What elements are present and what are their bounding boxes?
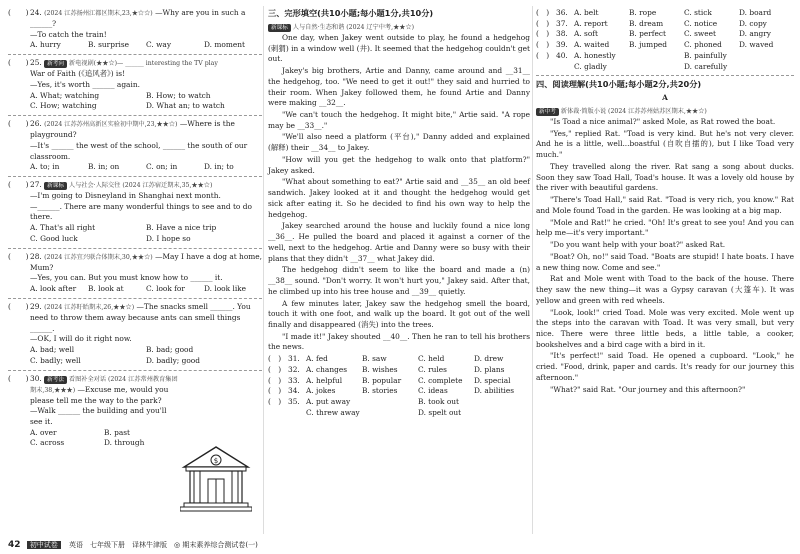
text: 33. bbox=[288, 375, 300, 385]
text: —Yes, it's worth ______ again. bbox=[30, 79, 140, 89]
cloze-options bbox=[268, 354, 530, 418]
text: D. through bbox=[104, 438, 145, 448]
question-24 bbox=[8, 8, 262, 51]
text: A few minutes later, Jakey saw the hedgehog smell the board, touch it with one foot, and walk up the board. It got out of the well finally and disappeared (消失) into the trees. bbox=[268, 298, 530, 329]
text: A. soft bbox=[574, 29, 598, 39]
text: Jakey's big brothers, Artie and Danny, came around and __31__ the hedgehog, too. "We need to get it out!" they said and hurried to their room. When Jakey followed them, he found Artie and Danny were making __32__. bbox=[268, 66, 530, 108]
text: C. look for bbox=[146, 284, 185, 294]
text: B. in; on bbox=[88, 162, 120, 172]
text: B. past bbox=[104, 427, 131, 437]
text: "Look, look!" cried Toad. Mole was very excited. Mole went up the steps into the caravan with Toad. It was very small, but very nice. There were three little beds, a little table, a cooker, bookshelves and a bird cage with a bird in it. bbox=[536, 307, 794, 349]
footer-text: 英语 七年级下册 译林牛津版 ◎ 期末素养综合测试卷(一) bbox=[69, 541, 258, 549]
cloze-passage bbox=[268, 33, 530, 353]
text: The hedgehog didn't seem to like the board and made a (n) __38__ sound. "Don't worry. It won't hurt you," Jakey said. After that, he climbed up into his tree house and __39__ quietly. bbox=[268, 265, 530, 296]
text: D. moment bbox=[204, 40, 245, 50]
question-26 bbox=[8, 119, 262, 173]
text: B. How; to watch bbox=[146, 90, 211, 100]
text: A. jokes bbox=[306, 386, 336, 396]
text: D. angry bbox=[739, 29, 771, 39]
text: 新电视剧(★★☆)— ______ interesting the TV play bbox=[68, 60, 218, 68]
column-divider bbox=[532, 6, 533, 534]
text: —Where is the playground? bbox=[30, 119, 235, 140]
text: B. took out bbox=[418, 397, 460, 407]
text: "I made it!" Jakey shouted __40__. Then he ran to tell his brothers the news. bbox=[268, 331, 530, 352]
text: ( ) bbox=[8, 8, 29, 17]
bank-building-illustration bbox=[180, 445, 252, 513]
text: —The snacks smell ______. You need to throw them away because ants can smell things ______. bbox=[30, 301, 251, 333]
text: War of Faith (《追风者》) is! bbox=[30, 69, 126, 79]
cloze-row bbox=[268, 365, 530, 376]
text: 35. bbox=[288, 397, 300, 407]
tag-badge: 新考法 bbox=[44, 376, 67, 384]
text: 24. bbox=[30, 8, 42, 17]
text: D. in; to bbox=[204, 162, 234, 172]
text: B. surprise bbox=[88, 40, 130, 50]
text: —To catch the train! bbox=[30, 29, 107, 39]
text: (2024 江苏苏州高新区实验初中期中,23,★★☆) bbox=[44, 121, 178, 129]
text: Rat and Mole went with Toad to the back of the house. There they saw the new thing—it was a Gypsy caravan (大篷车). It was yellow and green with red wheels. bbox=[536, 274, 794, 305]
text: ( ) bbox=[268, 364, 282, 374]
text: A. report bbox=[574, 18, 608, 28]
text: C. across bbox=[30, 438, 65, 448]
text: A. That's all right bbox=[30, 223, 96, 233]
text: D. copy bbox=[739, 18, 767, 28]
text: ( ) bbox=[536, 18, 550, 28]
text: ( ) bbox=[536, 8, 550, 17]
text: 新体裁·简版小说 (2024 江苏苏州姑苏区期末,★★☆) bbox=[560, 108, 707, 116]
text: 40. bbox=[556, 50, 568, 60]
text: B. perfect bbox=[629, 29, 666, 39]
text: D. waved bbox=[739, 40, 774, 50]
text: 37. bbox=[556, 18, 568, 28]
cloze-row bbox=[268, 408, 530, 419]
cloze-row bbox=[536, 19, 794, 30]
text: ( ) bbox=[8, 301, 29, 311]
cloze-row bbox=[536, 29, 794, 40]
text: A. fed bbox=[306, 354, 328, 364]
cloze-row bbox=[536, 40, 794, 51]
text: D. What an; to watch bbox=[146, 101, 225, 111]
text: ( ) bbox=[268, 354, 282, 364]
text: D. abilities bbox=[474, 386, 515, 396]
text: B. dream bbox=[629, 18, 664, 28]
text: —______. There are many wonderful things to see and to do there. bbox=[30, 201, 252, 222]
text: 25. bbox=[30, 58, 42, 68]
text: C. stick bbox=[684, 8, 712, 17]
tag-badge: 新考向 bbox=[44, 60, 67, 68]
text: ( ) bbox=[268, 397, 282, 407]
text: —Yes, you can. But you must know how to ______ it. bbox=[30, 273, 223, 283]
text: A. changes bbox=[306, 364, 347, 374]
text: 39. bbox=[556, 40, 568, 50]
cloze-options-continued bbox=[536, 8, 794, 72]
text: C. ideas bbox=[418, 386, 448, 396]
text: B. wishes bbox=[362, 364, 398, 374]
text: A. look after bbox=[30, 284, 77, 294]
text: A. helpful bbox=[306, 375, 343, 385]
text: B. bad; good bbox=[146, 345, 194, 355]
text: "It's perfect!" said Toad. He opened a cupboard. "Look," he cried. "Food, drink, paper and cards. It's ready for our journey this afternoon." bbox=[536, 351, 794, 382]
brand-badge: 初中试卷 bbox=[27, 541, 61, 549]
text: C. rules bbox=[418, 364, 447, 374]
text: B. popular bbox=[362, 375, 402, 385]
text: 31. bbox=[288, 354, 300, 364]
text: D. spelt out bbox=[418, 407, 462, 417]
text: "Yes," replied Rat. "Toad is very kind. But he's not very clever. And he is a little, well...boastful (自吹自擂的), but I like Toad very much." bbox=[536, 128, 794, 160]
reading-passage bbox=[536, 117, 794, 395]
tag-badge: 新中考 bbox=[536, 108, 559, 116]
text: "We'll also need a platform (平台)," Danny added and explained (解释) their __34__ to Jakey. bbox=[268, 132, 530, 153]
text: —May I have a dog at home, Mum? bbox=[30, 251, 262, 272]
text: D. look like bbox=[204, 284, 247, 294]
text: "Mole and Rat!" he cried. "Oh! It's great to see you! And you can help me—it's very important." bbox=[536, 217, 794, 238]
text: (2024 江苏扬州江都区期末,23,★☆☆) bbox=[44, 10, 153, 17]
cloze-row bbox=[536, 8, 794, 19]
right-column bbox=[536, 8, 794, 396]
text: They travelled along the river. Rat sang a song about ducks. Soon they saw Toad Hall, Toad's house. It was a lovely old house by the river with beautiful gardens. bbox=[536, 161, 794, 193]
cloze-row bbox=[268, 386, 530, 397]
text: C. way bbox=[146, 40, 171, 50]
column-divider bbox=[263, 6, 264, 534]
text: —OK, I will do it right now. bbox=[30, 334, 132, 344]
text: ( ) bbox=[8, 58, 29, 68]
question-27 bbox=[8, 180, 262, 245]
text: ( ) bbox=[536, 50, 550, 60]
text: —I'm going to Disneyland in Shanghai next month. bbox=[30, 191, 221, 201]
text: B. look at bbox=[88, 284, 124, 294]
text: C. Good luck bbox=[30, 233, 78, 243]
text: D. drew bbox=[474, 354, 504, 364]
text: (2024 江苏宜兴联合体期末,30,★★☆) bbox=[44, 253, 153, 261]
text: ( ) bbox=[536, 29, 550, 39]
section-title-reading: 四、阅读理解(共10小题;每小题2分,共20分) bbox=[536, 79, 702, 90]
text: ( ) bbox=[8, 251, 29, 261]
text: "How will you get the hedgehog to walk onto that platform?" Jakey asked. bbox=[268, 154, 530, 175]
cloze-row bbox=[536, 51, 794, 62]
text: "There's Toad Hall," said Rat. "Toad is very rich, you know." Rat and Mole found Toad in the garden. He was looking at a big map. bbox=[536, 195, 794, 215]
text: C. notice bbox=[684, 18, 718, 28]
cloze-row bbox=[268, 397, 530, 408]
text: (2024 江苏盱眙期末,26,★★☆) bbox=[44, 303, 135, 311]
cloze-row bbox=[268, 376, 530, 387]
tag-badge: 新课标 bbox=[268, 24, 291, 32]
text: —It's ______ the west of the school, ______ the south of our classroom. bbox=[30, 140, 248, 161]
text: B. jumped bbox=[629, 40, 668, 50]
text: "What about something to eat?" Artie said and __35__ an old beef sandwich. Jakey looked at it and thought the hedgehog would get sick after eating it. So he decided to find his own way to help the hedgehog. bbox=[268, 177, 530, 219]
text: D. badly; good bbox=[146, 355, 200, 365]
text: C. gladly bbox=[574, 61, 607, 71]
text: A. belt bbox=[574, 8, 599, 17]
question-29 bbox=[8, 302, 262, 367]
text: B. saw bbox=[362, 354, 387, 364]
text: 30. bbox=[30, 373, 42, 383]
question-30 bbox=[8, 374, 178, 450]
text: ( ) bbox=[268, 386, 282, 396]
tag-badge: 新课标 bbox=[44, 182, 67, 190]
text: A. to; in bbox=[30, 162, 60, 172]
text: 人与社会·人际交往 (2024 江苏宿迁期末,35,★★☆) bbox=[68, 182, 213, 190]
text: D. special bbox=[474, 375, 511, 385]
text: 38. bbox=[556, 29, 568, 39]
text: D. carefully bbox=[684, 61, 728, 71]
text: 32. bbox=[288, 364, 300, 374]
text: 29. bbox=[30, 301, 42, 311]
text: 26. bbox=[30, 119, 42, 129]
page-footer bbox=[8, 539, 528, 552]
text: A. waited bbox=[574, 40, 610, 50]
text: ( ) bbox=[268, 375, 282, 385]
text: B. rope bbox=[629, 8, 657, 17]
text: ( ) bbox=[8, 180, 29, 190]
svg-text:$: $ bbox=[213, 457, 219, 465]
text: C. held bbox=[418, 354, 445, 364]
text: ( ) bbox=[8, 373, 29, 383]
text: D. plans bbox=[474, 364, 505, 374]
text: "Is Toad a nice animal?" asked Mole, as Rat rowed the boat. bbox=[550, 117, 776, 127]
text: A. over bbox=[30, 427, 57, 437]
middle-column bbox=[268, 8, 530, 419]
text: "Boat? Oh, no!" said Toad. "Boats are stupid! I hate boats. I have a new thing now. Come and see." bbox=[536, 251, 794, 272]
text: 看图补全对话 (2024 江苏常州教育集团期末,38,★★★) bbox=[30, 375, 178, 394]
question-25 bbox=[8, 58, 262, 112]
text: C. complete bbox=[418, 375, 463, 385]
text: 34. bbox=[288, 386, 300, 396]
text: "We can't touch the hedgehog. It might bite," Artie said. "A rope may be __33__." bbox=[268, 110, 530, 130]
text: D. I hope so bbox=[146, 233, 191, 243]
text: 人与自然·生态和谐 (2024 辽宁中考,★★☆) bbox=[292, 23, 415, 31]
text: D. board bbox=[739, 8, 772, 17]
text: ( ) bbox=[8, 119, 29, 129]
page-number: 42 bbox=[8, 540, 21, 550]
text: "What?" said Rat. "Our journey and this afternoon?" bbox=[550, 384, 746, 394]
text: C. sweet bbox=[684, 29, 716, 39]
text: B. Have a nice trip bbox=[146, 223, 217, 233]
text: A. honestly bbox=[574, 50, 616, 60]
cloze-row bbox=[536, 62, 794, 73]
text: "Do you want help with your boat?" asked Rat. bbox=[550, 240, 726, 250]
text: A. What; watching bbox=[30, 90, 100, 100]
text: A. put away bbox=[306, 397, 351, 407]
text: C. badly; well bbox=[30, 355, 81, 365]
text: C. phoned bbox=[684, 40, 722, 50]
text: —Walk ______ the building and you'll see it. bbox=[30, 406, 167, 426]
left-column bbox=[8, 8, 262, 452]
cloze-row bbox=[268, 354, 530, 365]
text: A. bad; well bbox=[30, 345, 75, 355]
text: Jakey searched around the house and luckily found a nice long __36__. He pulled the board and placed it against a corner of the well, next to the hedgehog. Artie and Danny were so busy with their plans that they didn't __37__ what Jakey did. bbox=[268, 221, 530, 263]
text: A. hurry bbox=[30, 40, 61, 50]
text: 28. bbox=[30, 251, 42, 261]
part-label: A bbox=[662, 93, 668, 103]
text: —Excuse me, would you please tell me the way to the park? bbox=[30, 384, 169, 405]
text: ( ) bbox=[536, 40, 550, 50]
text: B. painfully bbox=[684, 50, 727, 60]
text: —Why are you in such a ______? bbox=[30, 8, 246, 28]
text: C. threw away bbox=[306, 407, 360, 417]
text: One day, when Jakey went outside to play, he found a hedgehog (刺猬) in a window well (井). It seemed that the hedgehog couldn't get out. bbox=[268, 32, 530, 64]
section-title-cloze: 三、完形填空(共10小题;每小题1分,共10分) bbox=[268, 8, 434, 18]
text: 27. bbox=[30, 180, 42, 190]
text: B. stories bbox=[362, 386, 398, 396]
text: C. How; watching bbox=[30, 101, 97, 111]
text: C. on; in bbox=[146, 162, 178, 172]
question-28 bbox=[8, 252, 262, 295]
text: 36. bbox=[556, 8, 568, 17]
